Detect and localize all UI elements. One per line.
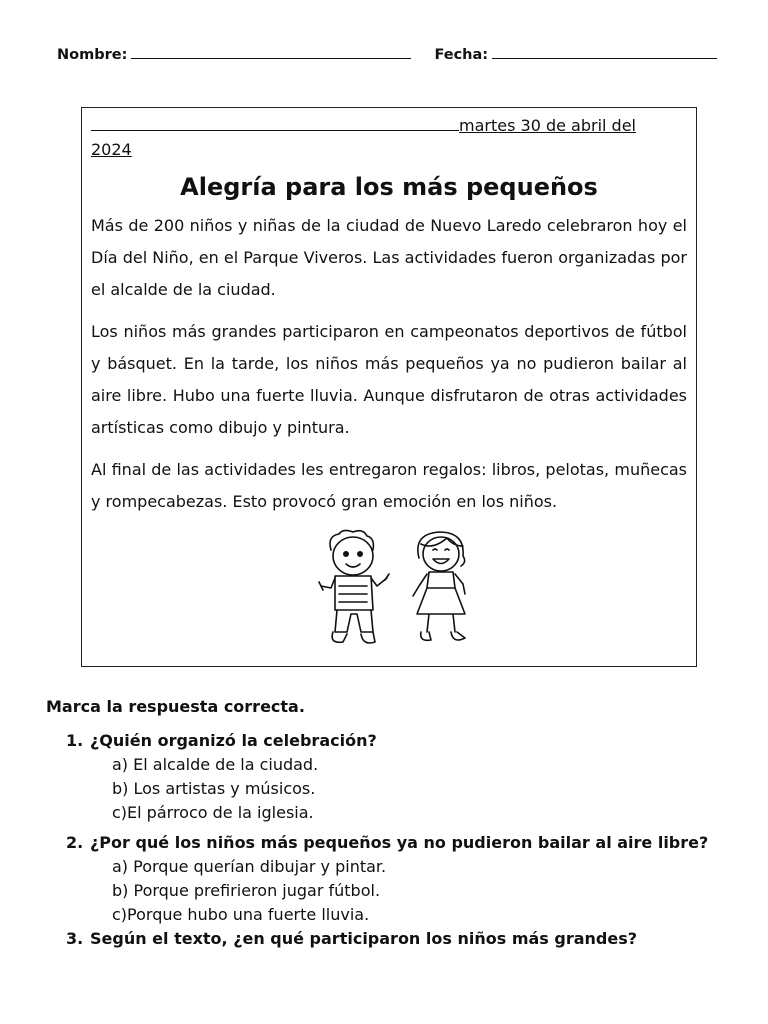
question-3 bbox=[66, 927, 736, 951]
answer-option[interactable]: b) Porque prefirieron jugar fútbol. bbox=[112, 881, 381, 900]
fecha-field[interactable] bbox=[492, 44, 717, 59]
question-number: 2. bbox=[66, 833, 84, 852]
question-1 bbox=[66, 729, 736, 825]
article-paragraph-3: Al final de las actividades les entregaron regalos: libros, pelotas, muñecas y rompecabezas. Esto provocó gran emoción en los niños. bbox=[91, 460, 687, 511]
girl-drawing-icon bbox=[407, 528, 479, 650]
question-2 bbox=[66, 831, 736, 927]
article-paragraph-2: Los niños más grandes participaron en campeonatos deportivos de fútbol y básquet. En la tarde, los niños más pequeños ya no pudieron bailar al aire libre. Hubo una fuerte lluvia. Aunque disfrutaron de otras actividades artísticas como dibujo y pintura. bbox=[91, 322, 687, 437]
fecha-label: Fecha: bbox=[434, 47, 489, 63]
article-box bbox=[81, 107, 697, 667]
nombre-label: Nombre: bbox=[57, 47, 128, 63]
answer-option[interactable]: c)El párroco de la iglesia. bbox=[112, 803, 314, 822]
question-number: 3. bbox=[66, 929, 84, 948]
student-header bbox=[57, 44, 728, 63]
answer-option[interactable]: a) El alcalde de la ciudad. bbox=[112, 755, 319, 774]
article-title: Alegría para los más pequeños bbox=[180, 173, 598, 201]
question-text: ¿Quién organizó la celebración? bbox=[90, 731, 377, 750]
question-number: 1. bbox=[66, 731, 84, 750]
answer-option[interactable]: a) Porque querían dibujar y pintar. bbox=[112, 857, 387, 876]
question-text: Según el texto, ¿en qué participaron los niños más grandes? bbox=[90, 929, 638, 948]
date-line bbox=[91, 114, 687, 162]
answer-option[interactable]: c)Porque hubo una fuerte lluvia. bbox=[112, 905, 370, 924]
question-text: ¿Por qué los niños más pequeños ya no pudieron bailar al aire libre? bbox=[90, 833, 709, 852]
children-illustration bbox=[91, 528, 687, 652]
date-text: martes 30 de abril del bbox=[459, 116, 636, 135]
answer-option[interactable]: b) Los artistas y músicos. bbox=[112, 779, 316, 798]
date-blank bbox=[91, 116, 459, 131]
quiz-section bbox=[46, 695, 736, 951]
boy-drawing-icon bbox=[313, 528, 397, 650]
quiz-instruction: Marca la respuesta correcta. bbox=[46, 697, 305, 716]
article-paragraph-1: Más de 200 niños y niñas de la ciudad de Nuevo Laredo celebraron hoy el Día del Niño, en el Parque Viveros. Las actividades fueron organizadas por el alcalde de la ciudad. bbox=[91, 216, 687, 299]
nombre-field[interactable] bbox=[131, 44, 411, 59]
date-year: 2024 bbox=[91, 140, 132, 159]
